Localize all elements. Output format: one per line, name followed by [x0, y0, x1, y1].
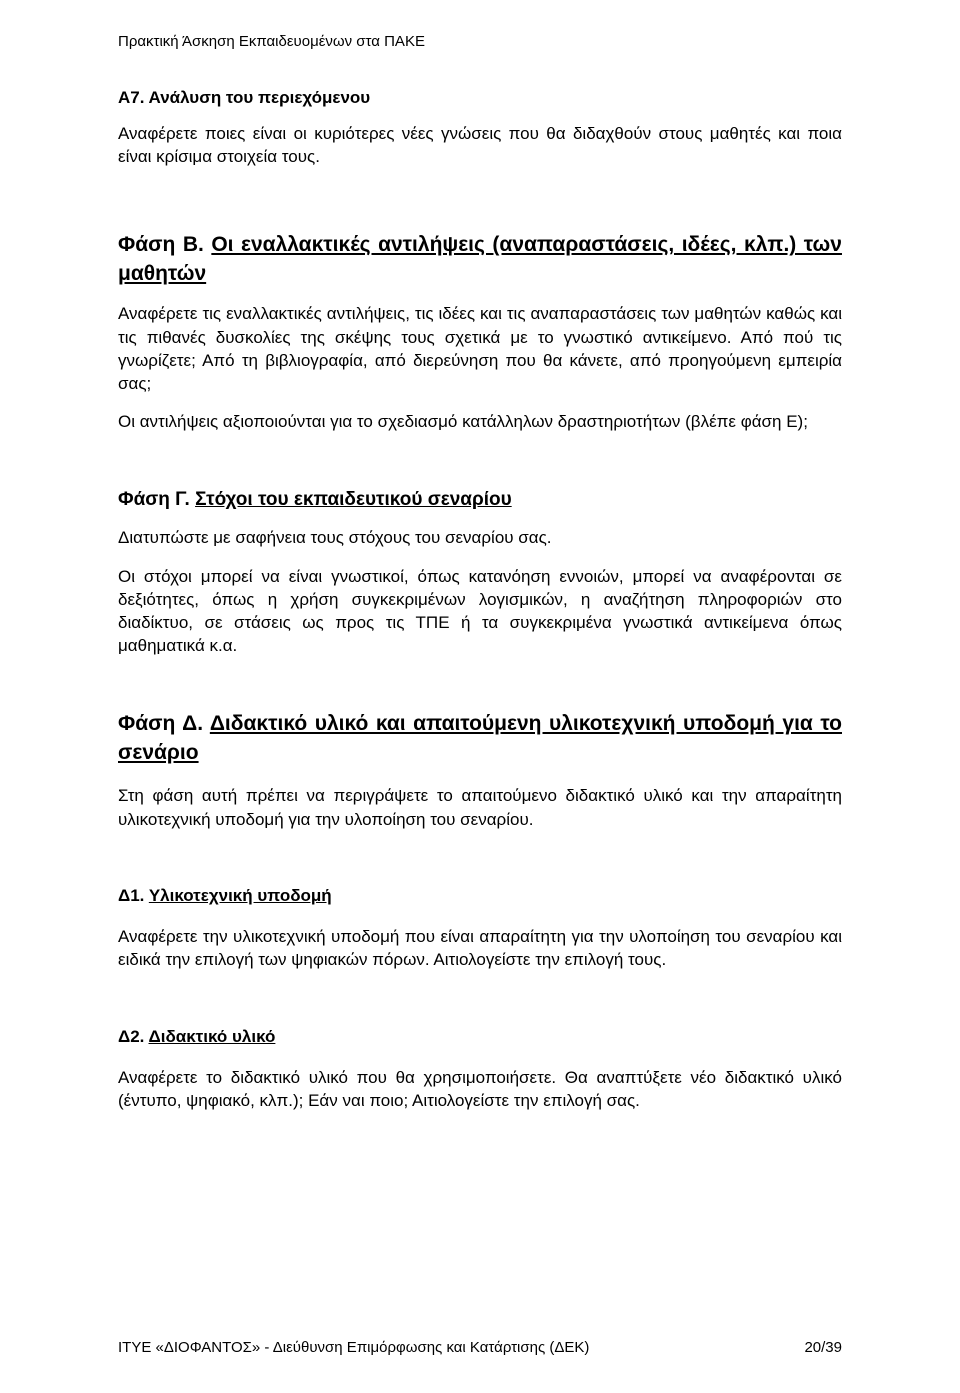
phase-d-heading-text: Διδακτικό υλικό και απαιτούμενη υλικοτεχνική υποδομή για το σενάριο [118, 712, 842, 765]
phase-d-paragraph: Στη φάση αυτή πρέπει να περιγράψετε το απαιτούμενο διδακτικό υλικό και την απαραίτητη υλικοτεχνική υποδομή για την υλοποίηση του σεναρίου. [118, 786, 842, 829]
footer-page-number: 20/39 [804, 1339, 842, 1356]
phase-c-paragraph-1: Διατυπώστε με σαφήνεια τους στόχους του σεναρίου σας. [118, 528, 552, 548]
page-content [118, 87, 842, 1113]
section-phase-c [118, 489, 842, 657]
section-a7-heading: Α7. Ανάλυση του περιεχόμενου [118, 88, 371, 107]
phase-d-heading [118, 709, 842, 767]
phase-c-heading-text: Στόχοι του εκπαιδευτικού σεναρίου [195, 489, 512, 511]
phase-c-heading-prefix: Φάση Γ. [118, 489, 190, 511]
d1-heading-prefix: Δ1. [118, 885, 145, 905]
section-a7-paragraph: Αναφέρετε ποιες είναι οι κυριότερες νέες γνώσεις που θα διδαχθούν στους μαθητές και ποια είναι κρίσιμα στοιχεία τους. [118, 124, 842, 167]
phase-c-heading [118, 489, 842, 511]
footer-organization: ΙΤΥΕ «ΔΙΟΦΑΝΤΟΣ» - Διεύθυνση Επιμόρφωσης και Κατάρτισης (ΔΕΚ) [118, 1339, 590, 1356]
phase-b-heading [118, 230, 842, 288]
phase-c-paragraph-2: Οι στόχοι μπορεί να είναι γνωστικοί, όπως κατανόηση εννοιών, μπορεί να αναφέρονται σε δεξιότητες, όπως η χρήση συγκεκριμένων λογισμικών, η αναζήτηση πληροφοριών στο διαδίκτυο, σε στάσεις ως προς τις ΤΠΕ ή τα συγκεκριμένα γνωστικά αντικείμενα όπως μαθηματικά κ.α. [118, 566, 842, 656]
phase-b-paragraph-1: Αναφέρετε τις εναλλακτικές αντιλήψεις, τις ιδέες και τις αναπαραστάσεις των μαθητών καθώς και τις πιθανές δυσκολίες της σκέψης τους σχετικά με το γνωστικό αντικείμενο. Από πού τις γνωρίζετε; Από τη βιβλιογραφία, από διερεύνηση που θα κάνετε, από προηγούμενη εμπειρία σας; [118, 304, 842, 394]
section-phase-d [118, 709, 842, 830]
page-footer [118, 1339, 842, 1357]
phase-b-heading-prefix: Φάση Β. [118, 233, 204, 257]
section-d1 [118, 885, 842, 971]
phase-b-paragraph-2: Οι αντιλήψεις αξιοποιούνται για το σχεδιασμό κατάλληλων δραστηριοτήτων (βλέπε φάση Ε); [118, 412, 808, 432]
phase-b-heading-text: Οι εναλλακτικές αντιλήψεις (αναπαραστάσεις, ιδέες, κλπ.) των μαθητών [118, 233, 842, 286]
section-phase-b [118, 230, 842, 433]
d1-heading [118, 885, 842, 907]
phase-d-heading-prefix: Φάση Δ. [118, 712, 204, 736]
d2-heading [118, 1026, 842, 1048]
section-a7 [118, 87, 842, 168]
running-header: Πρακτική Άσκηση Εκπαιδευομένων στα ΠΑΚΕ [118, 33, 425, 50]
d2-heading-prefix: Δ2. [118, 1027, 145, 1047]
section-d2 [118, 1026, 842, 1112]
d1-heading-text: Υλικοτεχνική υποδομή [148, 885, 332, 905]
d2-heading-text: Διδακτικό υλικό [148, 1027, 276, 1047]
d1-paragraph: Αναφέρετε την υλικοτεχνική υποδομή που είναι απαραίτητη για την υλοποίηση του σεναρίου και ειδικά την επιλογή των ψηφιακών πόρων. Αιτιολογείστε την επιλογή τους. [118, 926, 842, 970]
d2-paragraph: Αναφέρετε το διδακτικό υλικό που θα χρησιμοποιήσετε. Θα αναπτύξετε νέο διδακτικό υλικό (έντυπο, ψηφιακό, κλπ.); Εάν ναι ποιο; Αιτιολογείστε την επιλογή σας. [118, 1068, 842, 1111]
